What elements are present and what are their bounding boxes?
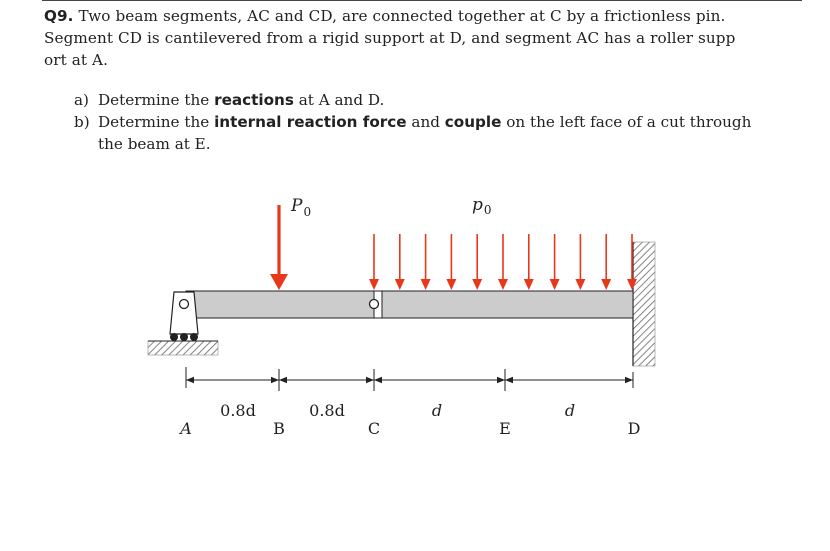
- roller-wheel-icon: [190, 333, 198, 341]
- distributed-load-arrowhead: [446, 279, 456, 290]
- distance-label-ab: 0.8d: [220, 401, 256, 420]
- distributed-load-arrowhead: [550, 279, 560, 290]
- part-b-label: b): [74, 113, 90, 131]
- distance-label-ce: d: [431, 401, 443, 420]
- point-label-c: C: [367, 419, 381, 438]
- ground-hatch: [148, 341, 218, 355]
- question-line-3: ort at A.: [44, 51, 109, 69]
- part-b-line-2: the beam at E.: [98, 135, 211, 153]
- point-label-e: E: [499, 419, 511, 438]
- part-b-bold-1: internal reaction force: [214, 113, 407, 131]
- point-load-label: $P_0$: [291, 196, 312, 219]
- part-a-text-1: Determine the: [98, 91, 210, 109]
- distributed-load-arrowhead: [472, 279, 482, 290]
- distributed-load-label: $p_0$: [472, 195, 492, 217]
- distributed-load-arrowhead: [575, 279, 585, 290]
- distributed-load-arrowhead: [421, 279, 431, 290]
- roller-pin-icon: [180, 300, 189, 309]
- pin-icon: [370, 300, 379, 309]
- point-label-a: A: [180, 419, 192, 438]
- part-b-bold-2: couple: [444, 113, 502, 131]
- part-b-text-1: Determine the: [98, 113, 210, 131]
- distributed-load-arrowhead: [395, 279, 405, 290]
- distributed-load: [369, 234, 637, 290]
- part-a-text-2: at A and D.: [298, 91, 385, 109]
- point-label-d: D: [627, 419, 641, 438]
- part-b-text-2: and: [411, 113, 440, 131]
- distributed-load-arrowhead: [601, 279, 611, 290]
- part-b-text-3: on the left face of a cut through: [506, 113, 752, 131]
- question-line-2: Segment CD is cantilevered from a rigid support at D, and segment AC has a roller supp: [44, 29, 736, 47]
- roller-wheel-icon: [170, 333, 178, 341]
- distributed-load-arrowhead: [369, 279, 379, 290]
- beam-segment-cd: [382, 291, 633, 318]
- part-a-label: a): [74, 91, 89, 109]
- question-line-1-text: Two beam segments, AC and CD, are connected together at C by a frictionless pin.: [78, 7, 726, 25]
- distance-label-ed: d: [564, 401, 576, 420]
- part-a-bold: reactions: [214, 91, 294, 109]
- point-label-b: B: [273, 419, 285, 438]
- distributed-load-arrowhead: [524, 279, 534, 290]
- fixed-wall-support: [633, 242, 655, 366]
- roller-support-body: [170, 292, 198, 334]
- distributed-load-arrowhead: [498, 279, 508, 290]
- point-load-arrowhead: [270, 274, 288, 290]
- distance-label-bc: 0.8d: [309, 401, 345, 420]
- question-number: Q9.: [44, 7, 74, 25]
- roller-wheel-icon: [180, 333, 188, 341]
- beam-segment-ac: [186, 291, 374, 318]
